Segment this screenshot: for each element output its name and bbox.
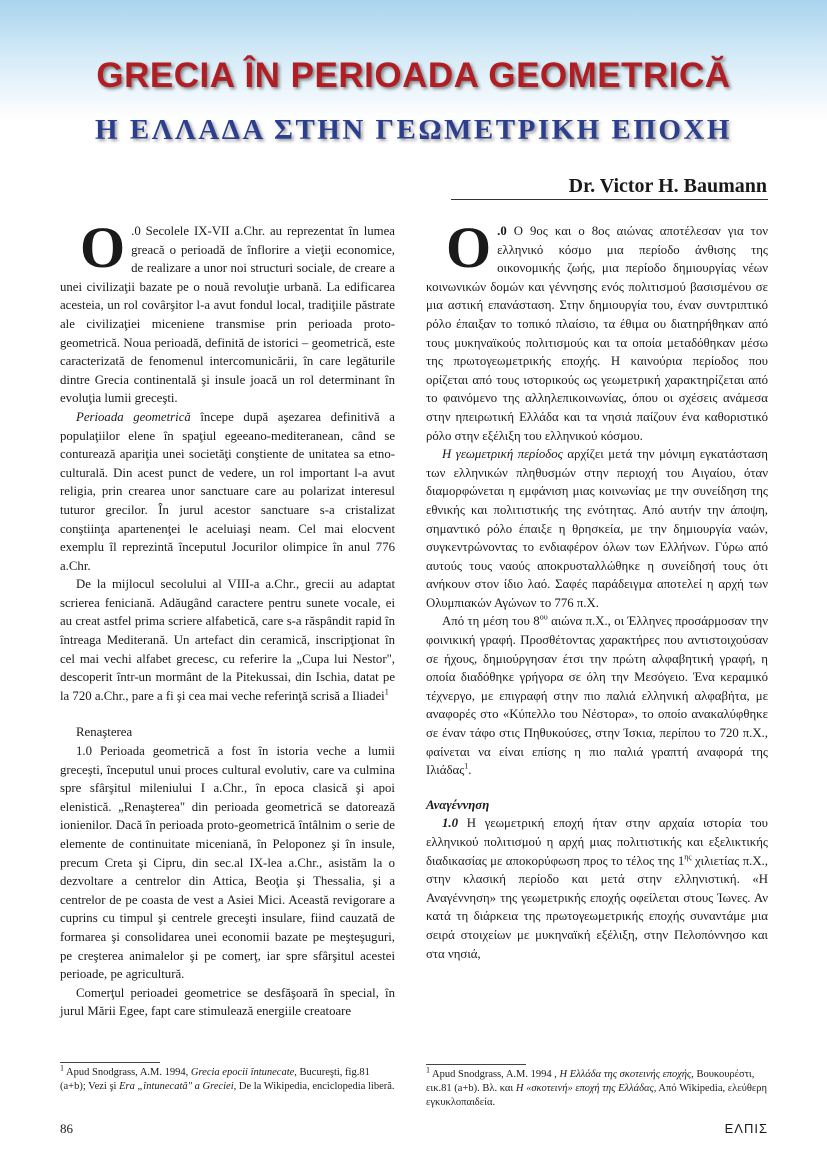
paragraph: Comerţul perioadei geometrice se desfăşoară în special, în jurul Mării Egee, fapt care stimulează energiile creatoare	[60, 985, 395, 1019]
column-romanian	[60, 215, 395, 1021]
title-romanian: GRECIA ÎN PERIOADA GEOMETRICĂ	[96, 56, 731, 95]
section-heading: Renaşterea	[76, 725, 133, 740]
page-number: 86	[60, 1121, 73, 1136]
title-greek: Η ΕΛΛΑΔΑ ΣΤΗΝ ΓΕΩΜΕΤΡΙΚΗ ΕΠΟΧΗ	[95, 114, 732, 146]
section-heading: Αναγέννηση	[426, 797, 490, 812]
column-greek	[426, 215, 769, 963]
footnote-rule	[426, 1064, 526, 1065]
footnote-ref: 1	[464, 761, 469, 771]
footnote-ref: 1	[384, 687, 389, 697]
paragraph: Από τη μέση του $8^{o\upsilon}$ αιώνα π.Χ., οι Έλληνες προσάρμοσαν την φοινικική γραφή. Προσθέτοντας χαρακτήρες που αντιστοιχούσαν σε ήχους, δημιούργησαν έτσι την πρώτη αλφαβητική γραφή, η οποία διαδόθηκε γρήγορα σε όλη την Μεσόγειο. Ένα κεραμικό τέχνεργο, με επιγραφή στην πιο παλιά ελληνική αλφαβήτα, με αναφορές στο «Κύπελλο του Νέστορα», το οποίο ανακαλύφθηκε σε έναν τάφο στις Πηθυκούσες, στην Ίσκια, περίπου το 720 π.Χ., φαίνεται να είναι επίσης η πιο παλιά γραπτή αναφορά της Ιλιάδας$^1$.	[426, 613, 768, 778]
footnote-rule	[60, 1062, 160, 1063]
paragraph-intro: O .0 Secolele IX-VII a.Chr. au reprezentat în lumea greacă o perioadă de înflorire a vieţii economice, de realizare a unor noi structuri sociale, de creare a unei civilizaţii bazate pe o nouă revoluţie urbană. La edificarea acesteia, un rol covârşitor l-a avut fondul local, tradiţiile păstrate ale civilizaţiei miceniene transmise prin perioada proto-geometrică. Noua perioadă, definită de istorici – geometrică, este caracterizată de fenomenul intercomunicării, în care legăturile dintre Grecia continentală şi insule joacă un rol determinant în evoluţia lumii greceşti.	[60, 215, 395, 406]
paragraph: 1.0 Perioada geometrică a fost în istoria veche a lumii greceşti, începutul unui proces cultural evolutiv, care va culmina spre sfârşitul mileniului I a.Chr., în epoca clasică şi apoi elenistică. „Renaşterea" din perioada geometrică se datorează ionienilor. Dacă în perioada proto-geometrică întâlnim o serie de elemente de continuitate miceniană, în Peloponez şi în insule, precum Creta şi Cipru, din sec.al IX-lea a.Chr., asistăm la o dezvoltare a centrelor din Attica, Beoţia şi Thessalia, şi a centrelor de pe coasta de vest a Asiei Mici. Această revigorare a cuprins cu timpul şi centrele greceşti insulare, fiind cauzată de formarea şi consolidarea unei economii bazate pe meşteşuguri, pe creşterea animalelor şi pe comerţ, iar spre sfârşitul acestei perioade, pe agricultură.	[60, 744, 395, 982]
drop-cap: O	[446, 215, 492, 280]
footnote-romanian: $^1$ Apud Snodgrass, A.M. 1994, Grecia epocii întunecate, Bucureşti, fig.81 (a+b); Vezi şi Era „întunecată" a Greciei, De la Wikipedia, enciclopedia liberă.	[60, 1063, 395, 1092]
footnote-greek: $^1$ Apud Snodgrass, A.M. 1994 , Η Ελλάδα της σκοτεινής εποχής, Βουκουρέστι, εικ.81 (a+b). Βλ. και Η «σκοτεινή» εποχή της Ελλάδας, Από Wikipedia, ελεύθερη εγκυκλοπαιδεία.	[426, 1065, 768, 1108]
journal-name: ΕΛΠΙΣ	[724, 1121, 768, 1136]
paragraph: Perioada geometrică începe după aşezarea definitivă a populaţiilor elene în spaţiul egeeano-mediteranean, când se conturează apariţia unei societăţi conştiente de unitatea sa etno-culturală. Din acest punct de vedere, un rol important l-a avut religia, prin crearea unor sanctuare care au polarizat interesul tuturor grecilor. În jurul acestor sanctuare s-a cristalizat conştiinţa apartenenţei le aceluiaşi neam. Cel mai elocvent exemplu îl reprezintă începutul Jocurilor olimpice în anul 776 a.Chr.	[60, 409, 395, 573]
paragraph: 1.0 Η γεωμετρική εποχή ήταν στην αρχαία ιστορία του ελληνικού πολιτισμού η αρχή μιας πολιτιστικής και εξελικτικής διαδικασίας με αποκορύφωση προς το τέλος της $1^{\eta\varsigma}$ χιλιετίας π.Χ., στην κλασική περίοδο και μετά στην ελληνιστική. «Η Αναγέννηση» της γεωμετρικής εποχής οφείλεται στους Ίωνες. Αν κατά τη διάρκεια της πρωτογεωμετρικής εποχής συναντάμε μια σειρά στοιχείων με μυκηναϊκή εξέλιξη, στην Πελοπόννησο και στα νησιά,	[426, 816, 769, 961]
author-name: Dr. Victor H. Baumann	[568, 175, 767, 197]
drop-cap: O	[80, 215, 126, 280]
author-rule	[451, 199, 768, 200]
paragraph: Η γεωμετρική περίοδος αρχίζει μετά την μόνιμη εγκατάσταση των ελληνικών πληθυσμών στην περιοχή του Αιγαίου, όταν διαμορφώνεται η εμφάνιση μιας κοινωνίας με την συνείδηση της εθνικής και πολιτιστικής της ενότητας. Από αυτήν την άποψη, σημαντικό ρόλο έπαιξε η θρησκεία, με την δημιουργία ναών, συγκεντρώνοντας το ενδιαφέρον όλων των Ελλήνων. Γύρω από αυτούς τους ναούς αποκρυσταλλώθηκε η συνείδησή τους ότι ανήκουν στον ίδιο λαό. Σαφές παράδειγμα αποτελεί η αρχή των Ολυμπιακών Αγώνων το 776 π.Χ.	[426, 447, 768, 610]
paragraph-intro: O .0 Ο 9ος και ο 8ος αιώνας αποτέλεσαν για τον ελληνικό κόσμο μια περίοδο άνθισης της οικονομικής ζωής, μια περίοδο δημιουργίας νέων κοινωνικών δομών και γέννησης ενός πολιτισμού βασισμένου σε μια αστική επανάσταση. Στην δημιουργία του, έναν συντριπτικό ρόλο έπαιξαν το τοπικό πλαίσιο, τα έθιμα ου διατηρήθηκαν από τους μυκηναϊκούς πολιτισμούς και τα οποία μεταδόθηκαν μέσω της πρωτογεωμετρικής εποχής. Η καινούρια περίοδος που ορίζεται από τους ιστορικούς ως γεωμετρική χαρακτηρίζεται από το φαινόμενο της αλληλεπικοινωνίας, όπου οι σχέσεις ανάμεσα στην ηπειρωτική Ελλάδα και τα νησιά παίζουν ένα καθοριστικό ρόλο στην εξέλιξη του ελληνικού κόσμου.	[426, 215, 768, 443]
paragraph: De la mijlocul secolului al VIII-a a.Chr., grecii au adaptat scrierea feniciană. Adăugând caractere pentru sunete vocale, ei au creat astfel prima scriere alfabetică, care s-a răspândit rapid în întreaga Mediterană. Un artefact din ceramică, inscripţionat în cel mai vechi alfabet grecesc, cu referire la „Cupa lui Nestor", descoperit într-un mormânt de la Pitekussai, din Ischia, datat pe la 720 a.Chr., pare a fi şi cea mai veche referinţă scrisă a Iliadei$^1$	[60, 577, 395, 703]
